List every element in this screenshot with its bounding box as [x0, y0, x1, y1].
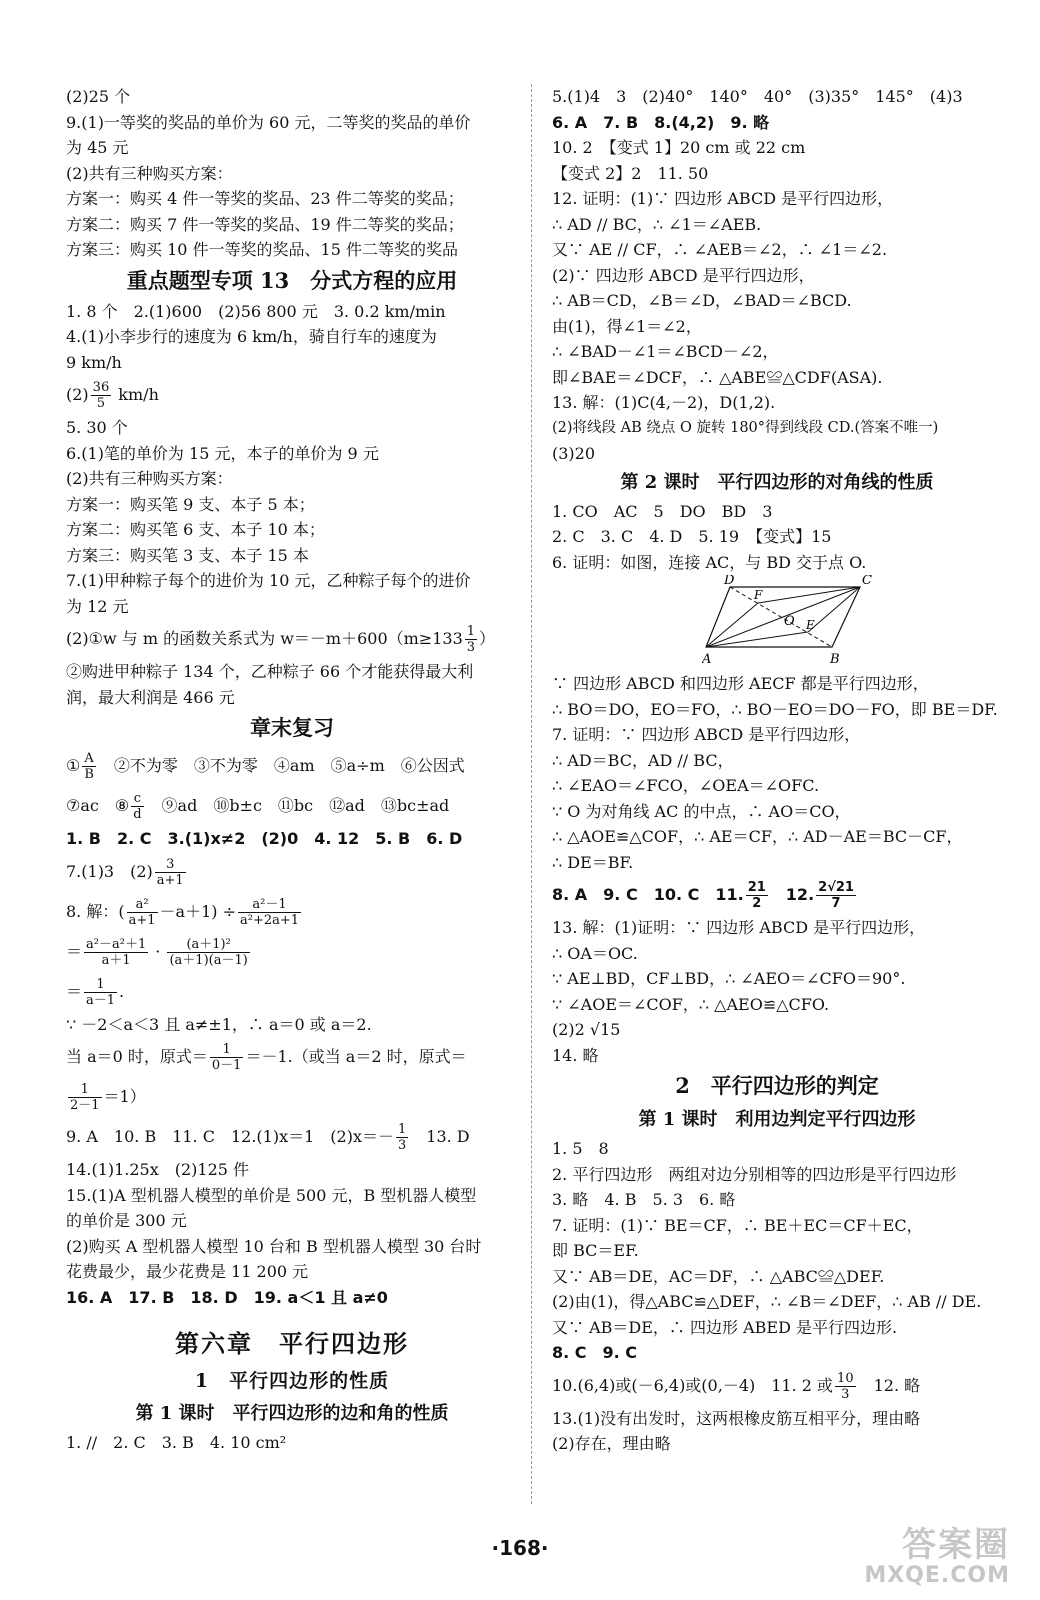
answer-line: 由(1)，得∠1＝∠2， [552, 316, 702, 336]
denominator: 0－1 [211, 1058, 242, 1073]
answer-line: 14. 略 [552, 1045, 599, 1065]
label-o: O [784, 614, 795, 629]
text: ＝ [66, 981, 83, 1001]
answer-line [66, 852, 518, 892]
denominator: 3 [397, 1138, 407, 1153]
answer-line: ∴ AD // BC，∴ ∠1＝∠AEB. [552, 214, 762, 234]
answer-line: 方案三：购买 10 件一等奖的奖品、15 件二等奖的奖品 [66, 240, 458, 259]
answer-line: 方案一：购买笔 9 支、本子 5 本； [66, 494, 315, 514]
denominator: a－1 [86, 992, 116, 1008]
label-e: E [806, 618, 815, 632]
answer-line: 的单价是 300 元 [66, 1211, 187, 1230]
numerator: a²－1 [238, 897, 301, 913]
fraction [68, 1082, 102, 1113]
answer-line: (2)购买 A 型机器人模型 10 台和 B 型机器人模型 30 台时 [66, 1236, 482, 1256]
answer-line: (2)2 √15 [552, 1020, 621, 1039]
answer-line: 方案二：购买 7 件一等奖的奖品、19 件二等奖的奖品； [66, 214, 464, 234]
fraction [167, 937, 249, 968]
answer-line: 1. 5 8 [552, 1139, 609, 1158]
answer-line: 5. 30 个 [66, 418, 128, 437]
fraction [82, 751, 96, 782]
text: ＝ [66, 941, 83, 961]
numerator: a² [127, 897, 158, 913]
numerator: 1 [84, 977, 117, 993]
text: 8. A 9. C 10. C 11. [552, 885, 744, 904]
denominator: 2－1 [70, 1098, 100, 1113]
section-heading: 2 平行四边形的判定 [675, 1073, 879, 1098]
answer-line: (2)将线段 AB 绕点 O 旋转 180°得到线段 CD.(答案不唯一) [552, 419, 939, 436]
fraction [210, 1042, 244, 1073]
text: 7.(1)3 (2) [66, 861, 153, 881]
denominator: 3 [466, 640, 476, 655]
answer-line: 又∵ AB＝DE，∴ 四边形 ABED 是平行四边形. [552, 1317, 898, 1337]
fraction [84, 937, 148, 968]
fraction [127, 897, 158, 928]
right-column [552, 84, 1002, 1457]
answer-line: ∴ △AOE≌△COF，∴ AE＝CF，∴ AD－AE＝BC－CF， [552, 827, 963, 846]
denominator: 2 [752, 896, 762, 911]
fraction [746, 880, 768, 911]
column-divider [531, 84, 532, 1504]
answer-line: 4.(1)小李步行的速度为 6 km/h，骑自行车的速度为 [66, 327, 437, 346]
numerator: 1 [397, 1122, 407, 1137]
answer-line [66, 1117, 518, 1157]
answer-line: ②购进甲种粽子 134 个，乙种粽子 66 个才能获得最大利 [66, 662, 474, 681]
answer-line: 6. 证明：如图，连接 AC，与 BD 交于点 O. [552, 552, 867, 572]
label-f: F [754, 588, 763, 602]
answer-line: 13.(1)没有出发时，这两根橡皮筋互相平分，理由略 [552, 1408, 921, 1428]
denominator: 7 [831, 896, 841, 911]
numerator: 21 [747, 880, 766, 895]
numerator: 36 [92, 380, 110, 395]
diagonal-bd [730, 587, 832, 647]
answer-line: ∵ O 为对角线 AC 的中点，∴ AO＝CO， [552, 801, 851, 821]
answer-line: ∵ AE⊥BD，CF⊥BD，∴ ∠AEO＝∠CFO＝90°. [552, 969, 906, 988]
numerator: c [131, 791, 143, 807]
answer-line: 13. 解：(1)C(4,－2)，D(1,2). [552, 393, 776, 412]
answer-line: 6.(1)笔的单价为 15 元，本子的单价为 9 元 [66, 443, 379, 463]
answer-line [66, 375, 518, 415]
numerator: A [82, 751, 96, 767]
answer-line [66, 1037, 518, 1077]
text: ＝－1.（或当 a＝2 时，原式＝ [245, 1047, 467, 1066]
answer-line: 16. A 17. B 18. D 19. a＜1 且 a≠0 [66, 1287, 388, 1307]
answer-line: 即 BC＝EF. [552, 1241, 639, 1260]
fraction [91, 380, 112, 411]
fraction [396, 1122, 408, 1153]
fraction [155, 857, 186, 888]
answer-line [66, 972, 518, 1012]
denominator: 5 [96, 396, 106, 411]
numerator: 3 [155, 857, 186, 873]
answer-line: (2)共有三种购买方案： [66, 469, 233, 488]
spacer [66, 1310, 518, 1324]
numerator: 1 [466, 624, 476, 639]
answer-line: (2)25 个 [66, 87, 131, 106]
fraction [835, 1371, 856, 1402]
answer-line: 【变式 2】2 11. 50 [552, 163, 709, 183]
answer-line: 为 12 元 [66, 596, 129, 616]
lesson-heading: 第 1 课时 利用边判定平行四边形 [638, 1109, 916, 1130]
answer-line: (2)共有三种购买方案： [66, 163, 233, 183]
text: ②不为零 ③不为零 ④am ⑤a÷m ⑥公因式 [97, 756, 465, 775]
diagonal-ac [706, 587, 860, 647]
watermark-logo [864, 1527, 1010, 1588]
denominator: (a＋1)(a－1) [169, 952, 248, 968]
answer-line [66, 932, 518, 972]
text: 当 a＝0 时，原式＝ [66, 1047, 208, 1066]
answer-line: 又∵ AB＝DE，AC＝DF，∴ △ABC≌△DEF. [552, 1266, 885, 1286]
topic-heading: 重点题型专项 13 分式方程的应用 [126, 267, 458, 293]
text: ⑦ac ⑧ [66, 796, 130, 815]
fraction [131, 791, 143, 822]
answer-line: ∵ ∠AOE＝∠COF，∴ △AEO≌△CFO. [552, 994, 830, 1014]
text: km/h [113, 385, 159, 404]
answer-line: ∴ ∠EAO＝∠FCO，∠OEA＝∠OFC. [552, 776, 820, 795]
answer-line: 1. 8 个 2.(1)600 (2)56 800 元 3. 0.2 km/min [66, 301, 446, 321]
answer-line: 1. CO AC 5 DO BD 3 [552, 501, 773, 521]
text: 9. A 10. B 11. C 12.(1)x＝1 (2)x＝－ [66, 1127, 394, 1146]
text: 13. D [410, 1127, 470, 1146]
answer-line: 2. C 3. C 4. D 5. 19 【变式】15 [552, 527, 832, 546]
answer-line: 14.(1)1.25x (2)125 件 [66, 1160, 250, 1179]
answer-line: 7.(1)甲种粽子每个的进价为 10 元，乙种粽子每个的进价 [66, 571, 471, 590]
answer-line: 7. 证明：∵ 四边形 ABCD 是平行四边形， [552, 725, 861, 744]
watermark-url: MXQE.COM [864, 1563, 1010, 1588]
numerator: a²－a²＋1 [86, 936, 147, 952]
denominator: d [133, 807, 142, 822]
answer-line: 2. 平行四边形 两组对边分别相等的四边形是平行四边形 [552, 1164, 957, 1184]
answer-line [552, 875, 1002, 915]
denominator: a+1 [156, 872, 184, 888]
answer-line: 3. 略 4. B 5. 3 6. 略 [552, 1190, 736, 1209]
text: ⑨ad ⑩b±c ⑪bc ⑫ad ⑬bc±ad [145, 796, 450, 815]
label-b: B [830, 652, 840, 667]
text: 10.(6,4)或(－6,4)或(0,－4) 11. 2 或 [552, 1375, 834, 1395]
text: ） [479, 629, 496, 648]
numerator: 1 [68, 1082, 102, 1098]
answer-line: 6. A 7. B 8.(4,2) 9. 略 [552, 112, 770, 132]
page-number: ·168· [491, 1536, 549, 1560]
answer-line: 7. 证明：(1)∵ BE＝CF，∴ BE＋EC＝CF＋EC， [552, 1215, 923, 1235]
answer-line: 10. 2 【变式 1】20 cm 或 22 cm [552, 138, 806, 157]
text: ＝1） [103, 1087, 146, 1106]
answer-line: 花费最少，最少花费是 11 200 元 [66, 1262, 309, 1281]
label-d: D [724, 575, 735, 588]
text: · [150, 941, 166, 961]
answer-line: 又∵ AE // CF，∴ ∠AEB＝∠2，∴ ∠1＝∠2. [552, 240, 888, 259]
answer-line: ∴ AD＝BC，AD // BC， [552, 750, 734, 770]
denominator: 3 [841, 1386, 850, 1402]
answer-line [66, 619, 518, 659]
answer-line: ∴ DE＝BF. [552, 852, 634, 872]
left-column [66, 84, 518, 1456]
answer-line: ∵ 四边形 ABCD 和四边形 AECF 都是平行四边形， [552, 674, 929, 693]
lesson-heading: 第 2 课时 平行四边形的对角线的性质 [620, 471, 934, 493]
answer-line: (3)20 [552, 444, 596, 463]
answer-line: 12. 证明：(1)∵ 四边形 ABCD 是平行四边形， [552, 189, 894, 208]
answer-line: ∴ AB＝CD，∠B＝∠D，∠BAD＝∠BCD. [552, 291, 852, 310]
answer-line [552, 1366, 1002, 1406]
numerator: 2√21 [818, 880, 854, 895]
answer-line: (2)∵ 四边形 ABCD 是平行四边形， [552, 265, 815, 285]
answer-line: 13. 解：(1)证明：∵ 四边形 ABCD 是平行四边形， [552, 918, 926, 937]
answer-line [66, 786, 518, 826]
answer-line: ∴ ∠BAD－∠1＝∠BCD－∠2， [552, 342, 779, 361]
answer-line: (2)由(1)，得△ABC≌△DEF，∴ ∠B＝∠DEF，∴ AB // DE. [552, 1292, 982, 1311]
numerator: (a＋1)² [167, 937, 249, 953]
numerator: 10 [837, 1370, 854, 1386]
denominator: B [84, 767, 94, 782]
answer-line: 1. B 2. C 3.(1)x≠2 (2)0 4. 12 5. B 6. D [66, 829, 463, 848]
text: 12. [769, 885, 815, 904]
text: ① [66, 756, 81, 775]
parallelogram-diagram [702, 575, 882, 667]
fraction [816, 880, 856, 911]
answer-line: ∴ OA＝OC. [552, 943, 638, 963]
answer-line: ∴ BO＝DO，EO＝FO，∴ BO－EO＝DO－FO，即 BE＝DF. [552, 699, 998, 719]
answer-line: 9 km/h [66, 352, 122, 372]
text: (2) [66, 385, 89, 404]
label-a: A [702, 652, 712, 667]
denominator: a²+2a+1 [240, 912, 300, 928]
answer-line [66, 1077, 518, 1117]
answer-line [66, 892, 518, 932]
text: (2)①w 与 m 的函数关系式为 w＝－m＋600（m≥133 [66, 629, 463, 648]
answer-line: 1. // 2. C 3. B 4. 10 cm² [66, 1433, 287, 1452]
answer-line: 9.(1)一等奖的奖品的单价为 60 元，二等奖的奖品的单价 [66, 112, 471, 132]
answer-line: 为 45 元 [66, 138, 129, 157]
answer-line: 8. C 9. C [552, 1343, 638, 1362]
section-heading: 1 平行四边形的性质 [194, 1370, 390, 1392]
answer-line: 15.(1)A 型机器人模型的单价是 500 元，B 型机器人模型 [66, 1185, 477, 1205]
fraction [238, 897, 301, 928]
chapter-heading: 第六章 平行四边形 [175, 1329, 409, 1358]
answer-line: 方案一：购买 4 件一等奖的奖品、23 件二等奖的奖品； [66, 189, 464, 208]
watermark-title: 答案圈 [902, 1525, 1010, 1565]
denominator: a＋1 [101, 952, 131, 968]
answer-line: ∵ －2＜a＜3 且 a≠±1，∴ a＝0 或 a＝2. [66, 1014, 372, 1034]
text: 8. 解：( [66, 901, 125, 921]
answer-line [66, 746, 518, 786]
fraction [465, 624, 477, 655]
answer-line: (2)存在，理由略 [552, 1434, 671, 1453]
review-heading: 章末复习 [250, 715, 334, 740]
answer-line: 润，最大利润是 466 元 [66, 687, 235, 707]
text: －a＋1) ÷ [159, 901, 236, 921]
denominator: a+1 [128, 912, 156, 928]
answer-line: 即∠BAE＝∠DCF，∴ △ABE≌△CDF(ASA). [552, 367, 883, 387]
label-c: C [862, 575, 872, 588]
answer-line: 方案三：购买笔 3 支、本子 15 本 [66, 545, 309, 565]
fraction [84, 977, 117, 1008]
answer-line: 5.(1)4 3 (2)40° 140° 40° (3)35° 145° (4)3 [552, 87, 963, 106]
lesson-heading: 第 1 课时 平行四边形的边和角的性质 [135, 1403, 449, 1424]
numerator: 1 [210, 1042, 244, 1058]
answer-line: 方案二：购买笔 6 支、本子 10 本； [66, 520, 325, 539]
text: 12. 略 [857, 1375, 921, 1395]
text: . [119, 981, 125, 1001]
